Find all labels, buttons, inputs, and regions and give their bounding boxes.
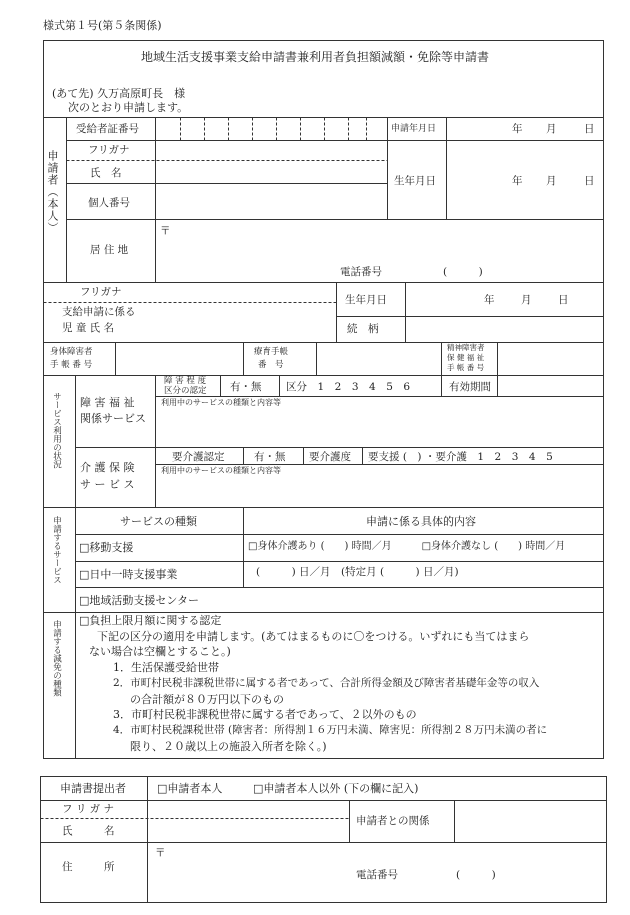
submitter-address-field[interactable] [149,844,605,866]
birth-label: 生年月日 [394,175,436,187]
physical-handbook-label-1: 身体障害者 [50,347,93,357]
submitter-address-label: 住 所 [62,861,115,873]
address-field[interactable] [157,221,602,263]
child-birth-year-unit: 年 [484,294,495,306]
welfare-service-label-2: 関係サービス [80,412,146,425]
reduction-line: 下記の区分の適用を申請します。(あてはまるものに〇をつける。いずれにも当てはまら [97,630,530,643]
apply-year-unit: 年 [512,123,523,135]
service-row-detail-field[interactable] [245,589,602,611]
ryoiku-handbook-label-2: 番 号 [258,360,284,370]
child-relation-label: 続 柄 [347,323,379,335]
child-birth-field[interactable] [407,284,602,315]
apply-day-unit: 日 [584,123,595,135]
requested-services-side-label: 申請するサービス [51,516,62,584]
apply-month-unit: 月 [546,123,557,135]
child-birth-month-unit: 月 [521,294,532,306]
reduction-line: ない場合は空欄とすること。) [89,645,231,658]
applicant-side-label: 申請者（本人） [46,150,59,234]
submitter-relation-field[interactable] [456,802,605,841]
birth-year-unit: 年 [512,175,523,187]
service-row-detail[interactable]: □身体介護あり ( ) 時間／月 □身体介護なし ( ) 時間／月 [248,541,566,552]
care-cert-label: 要介護認定 [172,451,225,463]
care-in-use-field[interactable] [157,477,602,506]
apply-date-label: 申請年月日 [391,124,437,134]
child-birth-label: 生年月日 [345,294,387,306]
service-row-label[interactable]: □地域活動支援センター [79,594,199,607]
physical-handbook-field[interactable] [117,344,242,374]
submitter-name-field[interactable] [149,820,348,841]
welfare-in-use-note: 利用中のサービスの種類と内容等 [161,398,281,407]
personal-no-field[interactable] [157,185,385,218]
mental-handbook-field[interactable] [499,344,602,374]
care-level-label: 要介護度 [309,451,351,463]
furigana-field[interactable] [157,142,385,159]
valid-period-field[interactable] [499,377,602,395]
furigana-label: フリガナ [88,144,130,156]
reduction-option-1[interactable]: 1．生活保護受給世帯 [113,661,219,674]
child-name-field[interactable] [160,304,335,341]
child-birth-day-unit: 日 [558,294,569,306]
care-in-use-note: 利用中のサービスの種類と内容等 [161,466,281,475]
reduction-line: の合計額が８０万円以下のもの [130,693,284,706]
reduction-option-2[interactable]: 2．市町村民税非課税世帯に属する者であって、合計所得金額及び障害者基礎年金等の収入 [113,677,540,689]
submitter-other-option[interactable]: □申請者本人以外 (下の欄に記入) [253,782,419,795]
submitter-self-option[interactable]: □申請者本人 [157,782,223,795]
child-name-label-1: 支給申請に係る [62,306,136,318]
name-field[interactable] [157,162,385,182]
service-detail-header: 申請に係る具体的内容 [366,515,476,528]
valid-period-label: 有効期間 [449,381,491,393]
reduction-option-3[interactable]: 3．市町村民税非課税世帯に属する者であって、２以外のもの [113,708,417,721]
reduction-side-label: 申請する減免の種類 [51,620,62,697]
mental-handbook-label-1: 精神障害者 [447,343,485,352]
reduction-heading[interactable]: □負担上限月額に関する認定 [79,614,222,627]
submitter-relation-label: 申請者との関係 [356,815,430,827]
reduction-line: 限り、２０歳以上の施設入所者を除く。) [130,740,327,753]
child-relation-field[interactable] [407,318,602,341]
care-level-options[interactable]: 要支援 ( ) ・要介護 1 2 3 4 5 [368,451,553,463]
welfare-in-use-field[interactable] [157,409,602,446]
reduction-option-4[interactable]: 4．市町村民税課税世帯 (障害者：所得割１６万円未満、障害児：所得割２８万円未満の者に [113,724,548,736]
support-category-options[interactable]: 区分 1 2 3 4 5 6 [286,381,411,393]
support-level-label-1: 障 害 程 度 [164,376,207,386]
care-service-label-1: 介 護 保 険 [80,461,135,474]
birth-date-field[interactable] [448,142,602,218]
mental-handbook-label-2: 保 健 福 祉 [447,353,485,362]
service-row-label[interactable]: □日中一時支援事業 [79,568,178,581]
name-label: 氏 名 [90,167,122,179]
apply-date-field[interactable] [448,119,602,139]
child-name-label-2: 児 童 氏 名 [62,322,115,334]
welfare-service-label-1: 障 害 福 祉 [80,396,135,409]
submitter-name-label: 氏 名 [62,825,115,837]
phone-paren: ( ) [443,266,483,278]
postal-mark: 〒 [160,225,171,237]
intro-text: 次のとおり申請します。 [68,101,189,114]
addressee: (あて先) 久万高原町長 様 [52,87,186,100]
ryoiku-handbook-field[interactable] [318,344,440,374]
ryoiku-handbook-label-1: 療育手帳 [254,347,289,357]
mental-handbook-label-3: 手 帳 番 号 [447,363,485,372]
submitter-postal-mark: 〒 [155,847,166,859]
address-label: 居 住 地 [90,244,129,256]
submitter-furigana-field[interactable] [149,802,348,817]
form-title: 地域生活支援事業支給申請書兼利用者負担額減額・免除等申請書 [140,50,489,64]
birth-day-unit: 日 [584,175,595,187]
submitter-phone-paren: ( ) [456,869,496,881]
care-cert-yes-no[interactable]: 有・無 [254,451,286,463]
form-number: 様式第１号(第５条関係) [43,19,162,32]
cert-no-field[interactable] [157,119,385,139]
submitter-furigana-label: フ リ ガ ナ [62,803,115,815]
personal-no-label: 個人番号 [88,197,130,209]
physical-handbook-label-2: 手 帳 番 号 [50,360,93,370]
birth-month-unit: 月 [546,175,557,187]
service-row-label[interactable]: □移動支援 [79,541,134,554]
submitter-phone-label: 電話番号 [356,869,398,881]
child-furigana-label: フリガナ [80,286,122,298]
care-service-label-2: サ ー ビ ス [80,478,135,491]
phone-label: 電話番号 [340,266,382,278]
support-level-label-2: 区分の認定 [164,386,207,396]
service-row-detail[interactable]: ( ) 日／月 (特定月 ( ) 日／月) [256,566,459,578]
child-furigana-field[interactable] [160,284,335,301]
service-status-side-label: サービス利用の状況 [51,392,62,469]
cert-no-label: 受給者証番号 [76,123,139,135]
service-type-header: サービスの種類 [120,515,197,528]
support-level-yes-no[interactable]: 有・無 [230,381,262,393]
submitter-label: 申請書提出者 [60,782,126,795]
